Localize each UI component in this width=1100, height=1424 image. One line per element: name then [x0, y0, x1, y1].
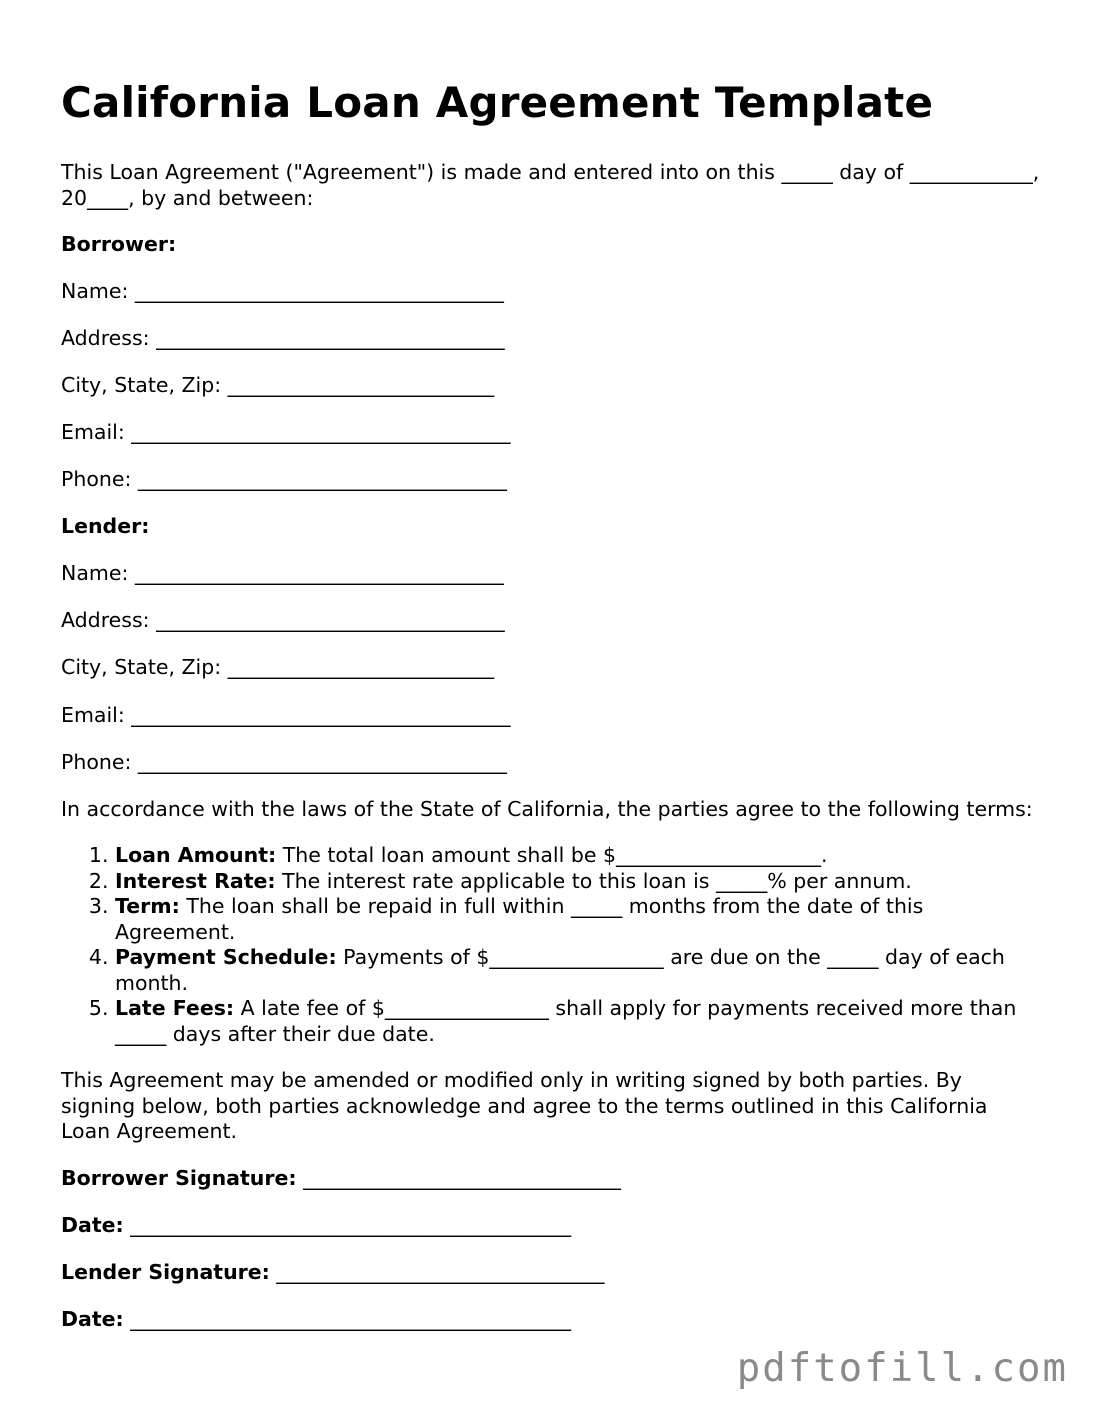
term-item-term — [115, 894, 1041, 945]
signature-label: Date: — [61, 1213, 124, 1238]
page-title: California Loan Agreement Template — [61, 78, 934, 127]
signature-label: Lender Signature: — [61, 1260, 270, 1285]
lender-email-field: Email: _____________________________________ — [61, 702, 511, 727]
document-page — [61, 78, 1041, 1355]
term-label: Payment Schedule: — [115, 945, 337, 970]
term-text: The loan shall be repaid in full within _____ months from the date of this Agreement. — [115, 894, 924, 944]
term-item-loan-amount — [115, 843, 1041, 869]
term-label: Term: — [115, 894, 180, 919]
term-text: A late fee of $________________ shall apply for payments received more than _____ days after their due date. — [115, 996, 1017, 1046]
borrower-heading: Borrower: — [61, 232, 177, 256]
borrower-name-field: Name: ____________________________________ — [61, 278, 504, 303]
lender-heading: Lender: — [61, 514, 150, 539]
term-item-late-fees — [115, 996, 1041, 1047]
signature-blank: ___________________________________________ — [123, 1307, 572, 1332]
borrower-email-field: Email: _____________________________________ — [61, 420, 511, 445]
signature-blank: ________________________________ — [269, 1260, 605, 1285]
term-item-payment-schedule — [115, 945, 1041, 996]
term-text: Payments of $_________________ are due on the _____ day of each month. — [115, 945, 1005, 995]
lender-name-field: Name: ____________________________________ — [61, 560, 504, 585]
term-text: The total loan amount shall be $____________________. — [276, 843, 828, 868]
term-label: Interest Rate: — [115, 868, 276, 893]
term-label: Late Fees: — [115, 996, 235, 1021]
signature-label: Date: — [61, 1307, 124, 1332]
borrower-phone-field: Phone: ____________________________________ — [61, 467, 507, 492]
term-label: Loan Amount: — [115, 843, 277, 868]
lender-date-line — [61, 1307, 1041, 1333]
borrower-signature-line — [61, 1166, 1041, 1192]
lender-phone-field: Phone: ____________________________________ — [61, 749, 507, 774]
borrower-city-state-zip-field: City, State, Zip: __________________________ — [61, 372, 495, 397]
terms-lead-paragraph: In accordance with the laws of the State of California, the parties agree to the following terms: — [61, 796, 1033, 821]
signature-blank: ___________________________________________ — [123, 1213, 572, 1238]
term-item-interest-rate — [115, 869, 1041, 895]
lender-city-state-zip-field: City, State, Zip: __________________________ — [61, 655, 495, 680]
intro-paragraph: This Loan Agreement ("Agreement") is made and entered into on this _____ day of ____________, 20____, by and between: — [61, 160, 1040, 210]
borrower-date-line — [61, 1213, 1041, 1239]
term-text: The interest rate applicable to this loan is _____% per annum. — [275, 868, 912, 893]
terms-list — [61, 843, 1041, 1047]
watermark: pdftofill.com — [736, 1346, 1068, 1391]
lender-signature-line — [61, 1260, 1041, 1286]
signature-blank: _______________________________ — [296, 1165, 621, 1190]
signature-label: Borrower Signature: — [61, 1165, 297, 1190]
closing-paragraph: This Agreement may be amended or modified only in writing signed by both parties. By signing below, both parties acknowledge and agree to the terms outlined in this California Loan Agreement. — [61, 1068, 988, 1144]
borrower-address-field: Address: __________________________________ — [61, 325, 505, 350]
lender-address-field: Address: __________________________________ — [61, 608, 505, 633]
